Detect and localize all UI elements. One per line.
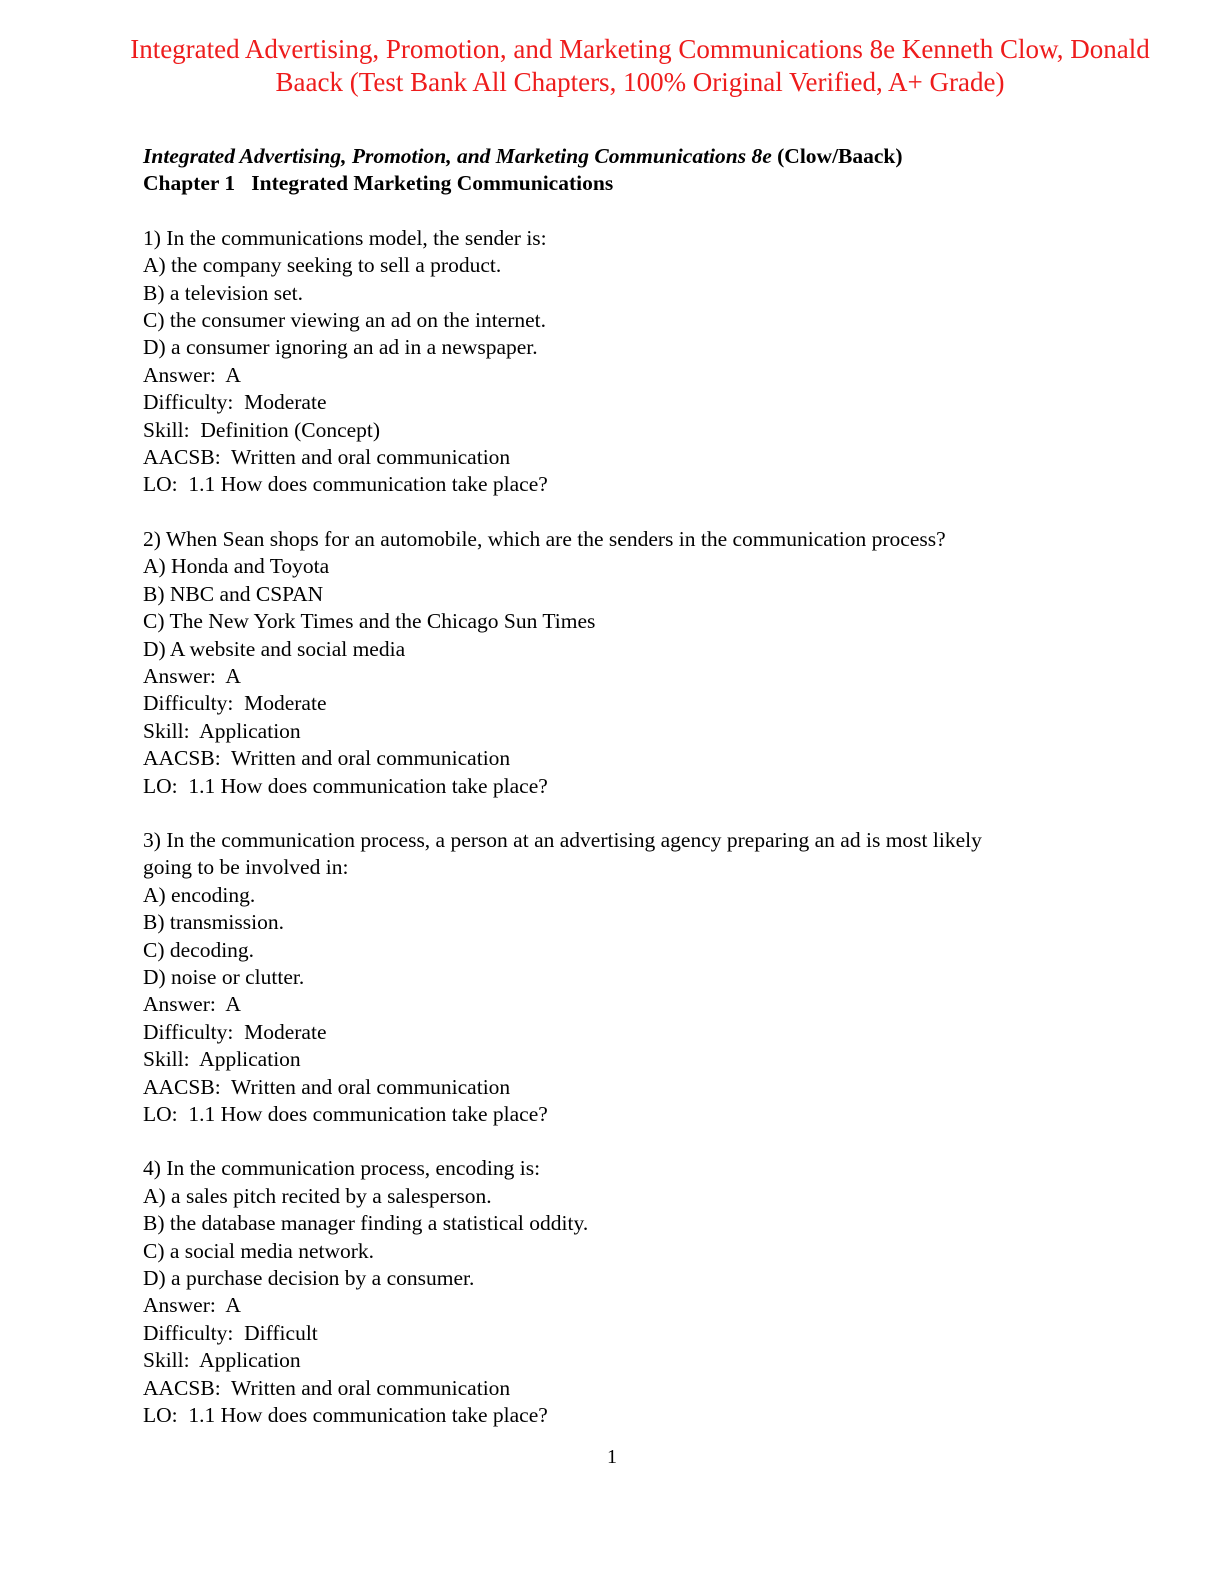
correct-answer: Answer: A	[143, 992, 241, 1017]
answer-option: D) noise or clutter.	[143, 964, 305, 989]
question-3	[143, 827, 1143, 1128]
difficulty: Difficulty: Moderate	[143, 390, 327, 415]
answer-option: A) the company seeking to sell a product.	[143, 253, 502, 278]
skill: Skill: Application	[143, 718, 301, 743]
question-prompt: 4) In the communication process, encoding is:	[143, 1156, 541, 1181]
answer-option: D) a consumer ignoring an ad in a newspaper.	[143, 335, 538, 360]
question-prompt: 2) When Sean shops for an automobile, which are the senders in the communication process?	[143, 526, 946, 551]
answer-option: A) Honda and Toyota	[143, 554, 330, 579]
aacsb: AACSB: Written and oral communication	[143, 1074, 511, 1099]
page-content	[143, 143, 1143, 1429]
answer-option: A) encoding.	[143, 882, 256, 907]
answer-option: D) A website and social media	[143, 636, 406, 661]
skill: Skill: Application	[143, 1047, 301, 1072]
answer-option: C) a social media network.	[143, 1238, 375, 1263]
answer-option: C) decoding.	[143, 937, 255, 962]
aacsb: AACSB: Written and oral communication	[143, 445, 511, 470]
answer-option: B) NBC and CSPAN	[143, 581, 324, 606]
answer-option: B) a television set.	[143, 280, 304, 305]
difficulty: Difficulty: Difficult	[143, 1320, 318, 1345]
correct-answer: Answer: A	[143, 362, 241, 387]
book-authors: (Clow/Baack)	[771, 144, 903, 168]
answer-option: C) The New York Times and the Chicago Sun Times	[143, 609, 596, 634]
aacsb: AACSB: Written and oral communication	[143, 746, 511, 771]
document-banner: Integrated Advertising, Promotion, and Marketing Communications 8e Kenneth Clow, Donald Baack (Test Bank All Chapters, 100% Original Verified, A+ Grade)	[130, 34, 1150, 97]
question-2	[143, 526, 1143, 800]
question-prompt: 1) In the communications model, the sender is:	[143, 225, 547, 250]
question-1	[143, 225, 1143, 499]
book-title: Integrated Advertising, Promotion, and Marketing Communications 8e	[143, 144, 772, 168]
page-number: 1	[607, 1446, 617, 1468]
question-4	[143, 1155, 1143, 1429]
correct-answer: Answer: A	[143, 663, 241, 688]
answer-option: A) a sales pitch recited by a salesperson.	[143, 1183, 492, 1208]
difficulty: Difficulty: Moderate	[143, 691, 327, 716]
learning-objective: LO: 1.1 How does communication take place?	[143, 1102, 548, 1126]
skill: Skill: Definition (Concept)	[143, 417, 381, 442]
answer-option: D) a purchase decision by a consumer.	[143, 1266, 475, 1291]
difficulty: Difficulty: Moderate	[143, 1019, 327, 1044]
learning-objective: LO: 1.1 How does communication take place?	[143, 472, 548, 497]
document-heading	[143, 143, 1143, 198]
learning-objective: LO: 1.1 How does communication take place?	[143, 773, 548, 798]
skill: Skill: Application	[143, 1348, 301, 1373]
aacsb: AACSB: Written and oral communication	[143, 1375, 511, 1400]
chapter-title: Chapter 1 Integrated Marketing Communications	[143, 171, 614, 196]
answer-option: B) the database manager finding a statistical oddity.	[143, 1211, 589, 1236]
answer-option: B) transmission.	[143, 910, 284, 935]
answer-option: C) the consumer viewing an ad on the internet.	[143, 308, 547, 333]
correct-answer: Answer: A	[143, 1293, 241, 1318]
learning-objective: LO: 1.1 How does communication take place?	[143, 1403, 548, 1428]
book-title-line	[143, 143, 1143, 170]
question-prompt: 3) In the communication process, a person at an advertising agency preparing an ad is most likely going to be involved in:	[143, 827, 988, 880]
